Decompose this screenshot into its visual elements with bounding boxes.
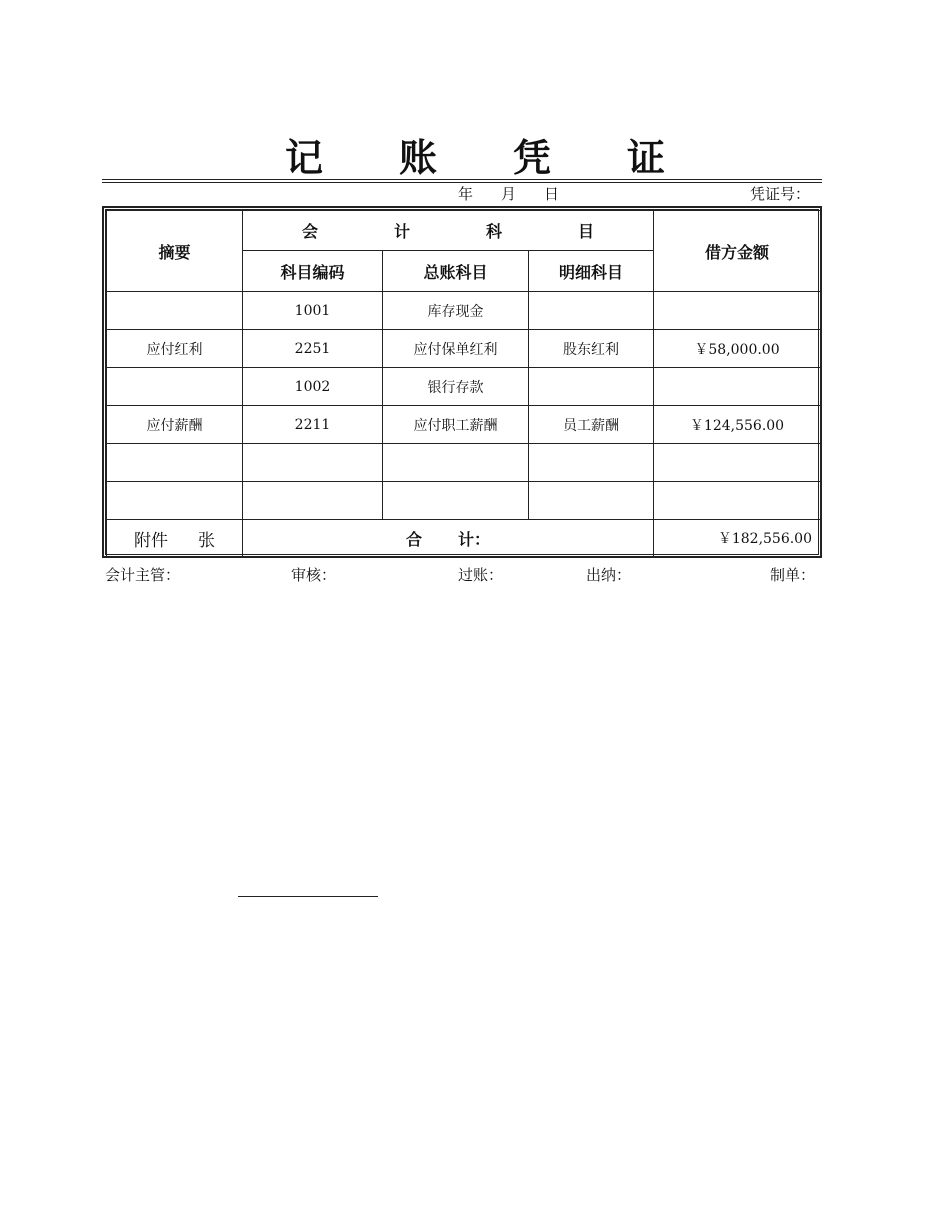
title-double-rule (102, 179, 822, 183)
table-row (107, 444, 821, 482)
cell-code[interactable]: 2251 (243, 330, 383, 368)
month-label: 月 (501, 185, 517, 203)
table-row (107, 406, 821, 444)
header-summary: 摘要 (107, 211, 243, 292)
cell-general[interactable]: 银行存款 (383, 368, 529, 406)
cell-code[interactable]: 1002 (243, 368, 383, 406)
attachment-count[interactable] (107, 520, 243, 557)
table-row (107, 482, 821, 520)
total-amount: ￥182,556.00 (654, 520, 821, 557)
table-row (107, 368, 821, 406)
cell-amount[interactable]: ￥58,000.00 (654, 330, 821, 368)
header-account-group (243, 211, 654, 251)
cell-detail[interactable] (529, 368, 654, 406)
cell-amount[interactable]: ￥124,556.00 (654, 406, 821, 444)
total-label (243, 520, 654, 557)
header-detail-account: 明细科目 (529, 251, 654, 292)
cell-summary[interactable]: 应付薪酬 (107, 406, 243, 444)
cell-amount[interactable] (654, 368, 821, 406)
header-account-char: 科 (486, 222, 503, 241)
header-account-char: 计 (393, 222, 410, 241)
cell-summary[interactable] (107, 292, 243, 330)
header-debit-amount: 借方金额 (654, 211, 821, 292)
cell-detail[interactable]: 股东红利 (529, 330, 654, 368)
title-char: 证 (627, 136, 666, 180)
signature-supervisor: 会计主管： (105, 566, 181, 584)
title-char: 记 (284, 136, 323, 180)
voucher-number-label: 凭证号： (749, 185, 810, 203)
voucher-table (106, 210, 821, 557)
day-label: 日 (544, 185, 560, 203)
cell-amount[interactable] (654, 444, 821, 482)
signature-cashier: 出纳： (586, 566, 632, 584)
cell-general[interactable]: 应付保单红利 (383, 330, 529, 368)
cell-code[interactable] (243, 444, 383, 482)
cell-code[interactable] (243, 482, 383, 520)
table-row (107, 292, 821, 330)
year-label: 年 (458, 185, 474, 203)
cell-general[interactable] (383, 482, 529, 520)
cell-amount[interactable] (654, 482, 821, 520)
table-row (107, 330, 821, 368)
cell-general[interactable]: 库存现金 (383, 292, 529, 330)
cell-detail[interactable]: 员工薪酬 (529, 406, 654, 444)
cell-summary[interactable] (107, 368, 243, 406)
header-account-char: 会 (301, 222, 318, 241)
sheets-label: 张 (198, 530, 215, 551)
signature-posting: 过账： (458, 566, 504, 584)
cell-amount[interactable] (654, 292, 821, 330)
cell-summary[interactable]: 应付红利 (107, 330, 243, 368)
cell-detail[interactable] (529, 292, 654, 330)
cell-detail[interactable] (529, 482, 654, 520)
cell-code[interactable]: 2211 (243, 406, 383, 444)
title-char: 账 (398, 136, 437, 180)
header-account-code: 科目编码 (243, 251, 383, 292)
total-label-part: 合 (405, 529, 422, 549)
cell-detail[interactable] (529, 444, 654, 482)
cell-general[interactable]: 应付职工薪酬 (383, 406, 529, 444)
signature-preparer: 制单： (770, 566, 816, 584)
cell-summary[interactable] (107, 482, 243, 520)
total-row (107, 520, 821, 557)
voucher-title (0, 134, 950, 182)
voucher-table-frame (102, 206, 822, 558)
header-general-account: 总账科目 (383, 251, 529, 292)
header-account-char: 目 (578, 222, 595, 241)
stray-rule (238, 896, 378, 897)
cell-code[interactable]: 1001 (243, 292, 383, 330)
signature-review: 审核： (291, 566, 337, 584)
attachment-label: 附件 (134, 530, 168, 551)
total-label-part: 计： (458, 529, 491, 549)
cell-summary[interactable] (107, 444, 243, 482)
cell-general[interactable] (383, 444, 529, 482)
date-line (458, 184, 587, 204)
title-char: 凭 (513, 136, 552, 180)
